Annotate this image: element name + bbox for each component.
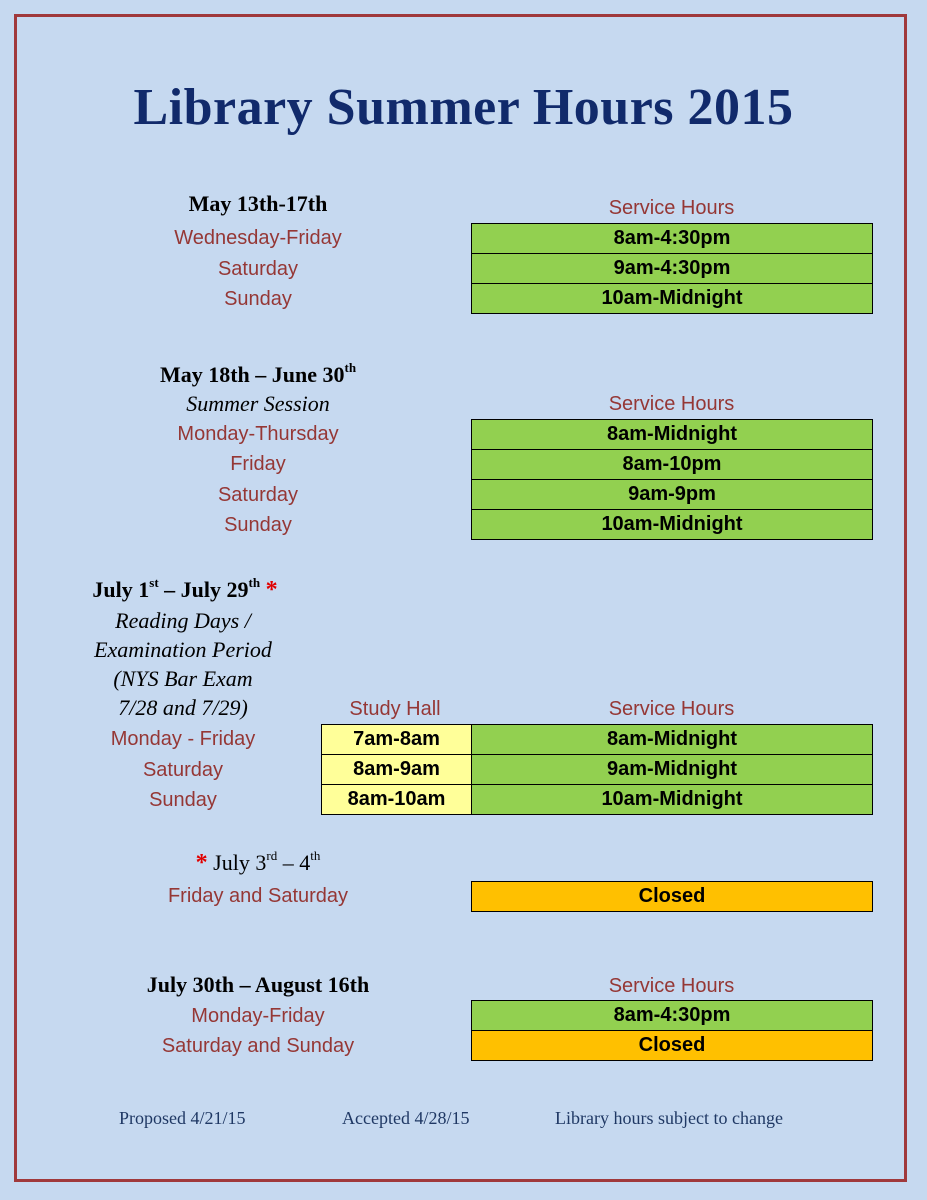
- section5-service-header: Service Hours: [608, 975, 735, 997]
- section2-day-2: Friday: [230, 453, 286, 475]
- section3-day-1: Monday - Friday: [110, 728, 256, 750]
- page-title: Library Summer Hours 2015: [133, 79, 794, 136]
- section2-day-4: Sunday: [224, 514, 292, 536]
- section5-day-1: Monday-Friday: [191, 1005, 325, 1027]
- section2-service-3: 9am-9pm: [471, 479, 873, 510]
- section3-study-2: 8am-9am: [321, 754, 472, 785]
- section2-day-3: Saturday: [217, 484, 299, 506]
- section3-heading: July 1st – July 29th *: [92, 575, 278, 603]
- section4-day-1: Friday and Saturday: [167, 885, 349, 907]
- section3-note-1: Reading Days /: [115, 608, 251, 633]
- section2-service-1: 8am-Midnight: [471, 419, 873, 450]
- section3-note-2: Examination Period: [94, 637, 272, 662]
- section3-note-3: (NYS Bar Exam: [113, 666, 253, 691]
- section4-service-1: Closed: [471, 881, 873, 912]
- section2-service-2: 8am-10pm: [471, 449, 873, 480]
- section1-service-1: 8am-4:30pm: [471, 223, 873, 254]
- section1-service-2: 9am-4:30pm: [471, 253, 873, 284]
- section1-heading: May 13th-17th: [188, 191, 328, 216]
- footer-accepted: Accepted 4/28/15: [342, 1108, 470, 1128]
- footer-proposed: Proposed 4/21/15: [119, 1108, 246, 1128]
- section3-study-3: 8am-10am: [321, 784, 472, 815]
- section3-service-header: Service Hours: [608, 698, 735, 720]
- section5-heading: July 30th – August 16th: [146, 972, 370, 997]
- section3-day-3: Sunday: [149, 789, 217, 811]
- section3-note-4: 7/28 and 7/29): [118, 695, 248, 720]
- section3-study-header: Study Hall: [349, 698, 441, 720]
- asterisk-icon: *: [195, 850, 208, 876]
- section2-service-4: 10am-Midnight: [471, 509, 873, 540]
- section3-service-2: 9am-Midnight: [471, 754, 873, 785]
- section5-service-2: Closed: [471, 1030, 873, 1061]
- section1-day-1: Wednesday-Friday: [174, 227, 342, 249]
- section3-service-1: 8am-Midnight: [471, 724, 873, 755]
- section3-study-1: 7am-8am: [321, 724, 472, 755]
- section1-day-2: Saturday: [217, 258, 299, 280]
- section2-heading: May 18th – June 30th: [159, 360, 357, 387]
- section3-day-2: Saturday: [142, 759, 224, 781]
- section2-service-header: Service Hours: [608, 393, 735, 415]
- section1-service-header: Service Hours: [608, 197, 735, 219]
- section2-day-1: Monday-Thursday: [177, 423, 339, 445]
- section1-service-3: 10am-Midnight: [471, 283, 873, 314]
- section5-service-1: 8am-4:30pm: [471, 1000, 873, 1031]
- section1-day-3: Sunday: [224, 288, 292, 310]
- section4-heading: * July 3rd – 4th: [195, 848, 321, 876]
- footer-note: Library hours subject to change: [555, 1108, 783, 1128]
- section5-day-2: Saturday and Sunday: [161, 1035, 355, 1057]
- section2-subtitle: Summer Session: [186, 391, 330, 416]
- asterisk-icon: *: [265, 577, 278, 603]
- section3-service-3: 10am-Midnight: [471, 784, 873, 815]
